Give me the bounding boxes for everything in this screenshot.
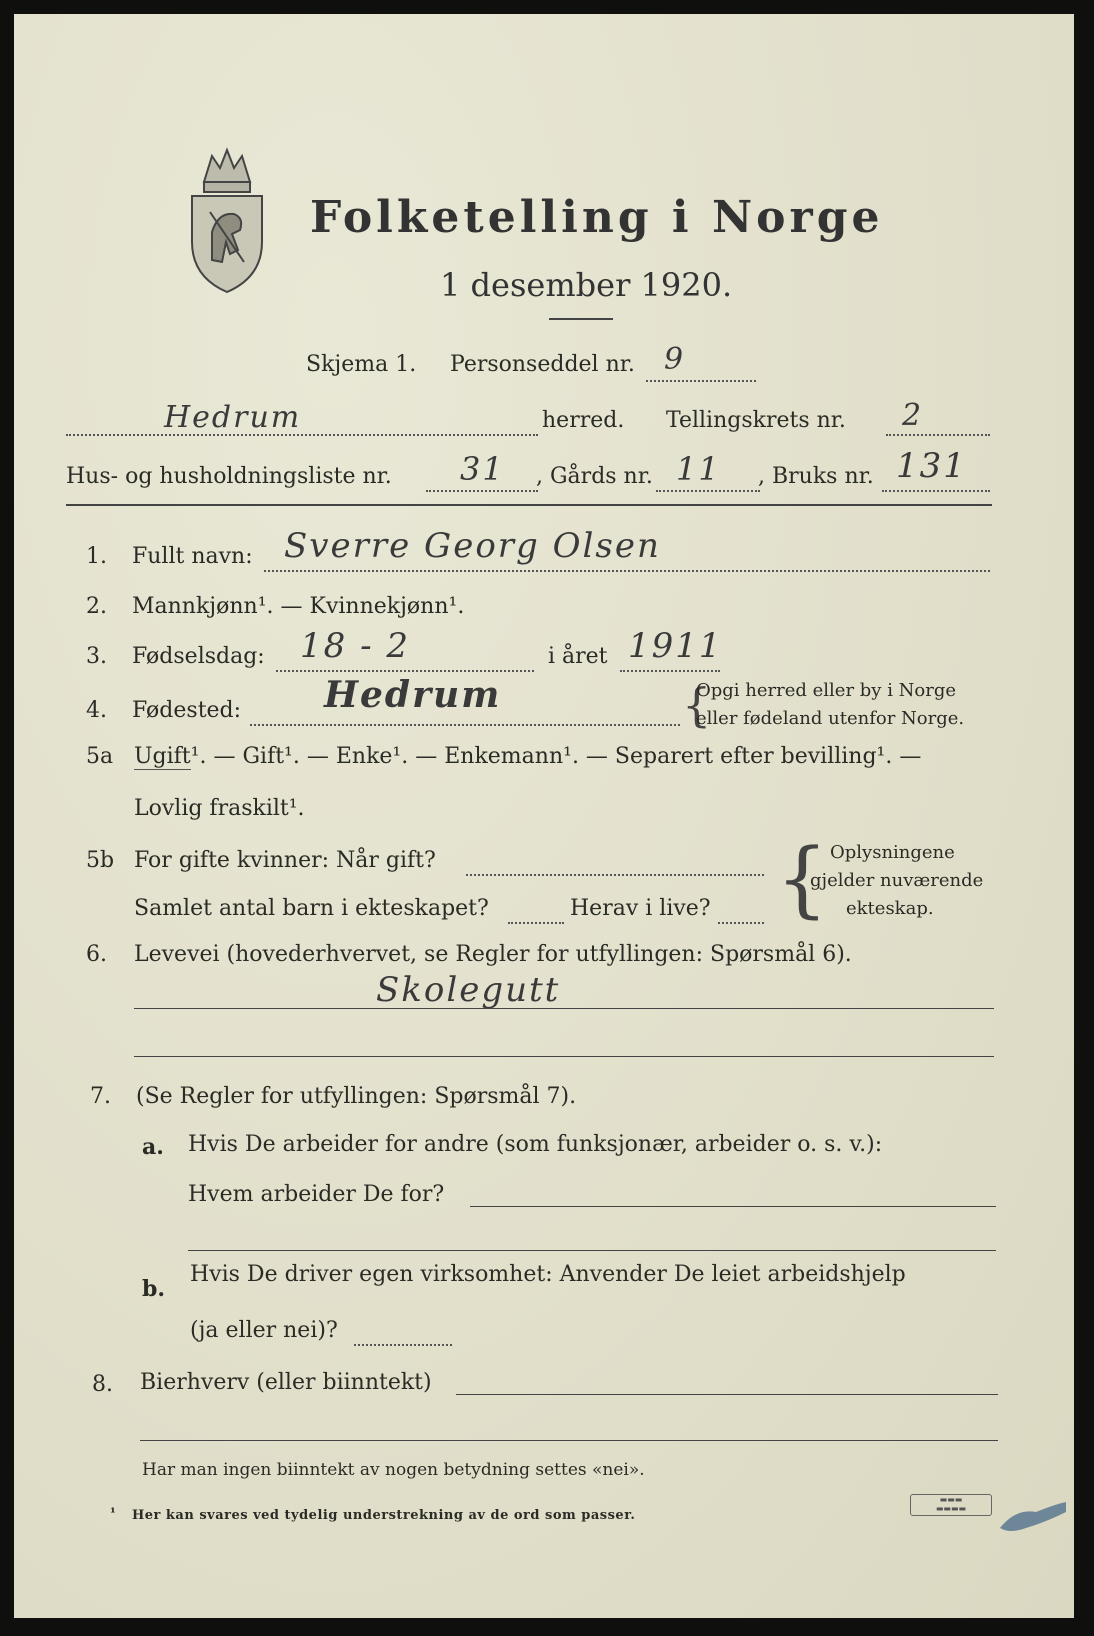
gards-line xyxy=(656,490,760,492)
census-form xyxy=(14,14,1074,1618)
herred-line xyxy=(66,434,538,436)
tellingskrets-line xyxy=(886,434,990,436)
ugift-label[interactable]: Ugift xyxy=(134,744,191,769)
occupation-line-2 xyxy=(134,1056,994,1057)
q5b-children-label: Samlet antal barn i ekteskapet? xyxy=(134,896,489,921)
birthplace-value[interactable]: Hedrum xyxy=(324,674,502,716)
header-divider xyxy=(66,504,992,506)
year-line xyxy=(620,670,720,672)
marital-option-ugift[interactable] xyxy=(134,744,921,769)
q3-number: 3. xyxy=(86,644,107,669)
q4-note-line1: Opgi herred eller by i Norge xyxy=(696,680,957,701)
children-line[interactable] xyxy=(508,922,564,924)
q4-number: 4. xyxy=(86,698,107,723)
schema-label: Skjema 1. xyxy=(306,352,417,377)
q1-label: Fullt navn: xyxy=(132,544,253,569)
q3-label: Fødselsdag: xyxy=(132,644,265,669)
q4-label: Fødested: xyxy=(132,698,242,723)
q8-label: Bierhverv (eller biinntekt) xyxy=(140,1370,432,1395)
q5b-note-line2: gjelder nuværende xyxy=(810,870,984,891)
occupation-line-1 xyxy=(134,1008,994,1009)
norwegian-coat-of-arms-icon xyxy=(182,142,272,302)
personseddel-line xyxy=(646,380,756,382)
q7-label: (Se Regler for utfyllingen: Spørsmål 7). xyxy=(136,1084,577,1109)
marital-options-rest[interactable]: ¹. — Gift¹. — Enke¹. — Enkemann¹. — Separert efter bevilling¹. — xyxy=(190,744,922,769)
herred-value[interactable]: Hedrum xyxy=(164,400,302,435)
bruks-label: , Bruks nr. xyxy=(758,464,874,489)
q7a-letter: a. xyxy=(142,1134,164,1160)
title-divider xyxy=(549,318,613,320)
q6-number: 6. xyxy=(86,942,107,967)
q7a-employer-label: Hvem arbeider De for? xyxy=(188,1182,445,1207)
tellingskrets-label: Tellingskrets nr. xyxy=(666,408,846,433)
q7-number: 7. xyxy=(90,1084,111,1109)
q2-number: 2. xyxy=(86,594,107,619)
tellingskrets-value[interactable]: 2 xyxy=(902,398,924,433)
footnote-marker: ¹ xyxy=(110,1506,117,1521)
side-income-line-2[interactable] xyxy=(140,1440,998,1441)
q8-note: Har man ingen biinntekt av nogen betydning settes «nei». xyxy=(142,1460,645,1480)
q5b-note-line1: Oplysningene xyxy=(830,842,955,863)
q1-line xyxy=(264,570,990,572)
hus-line xyxy=(426,490,538,492)
q5a-number: 5a xyxy=(86,744,114,769)
q8-number: 8. xyxy=(92,1372,113,1397)
occupation-value[interactable]: Skolegutt xyxy=(376,970,561,1010)
q7b-label: Hvis De driver egen virksomhet: Anvender De leiet arbeidshjelp xyxy=(190,1262,906,1287)
employer-line[interactable] xyxy=(470,1206,996,1207)
form-title: Folketelling i Norge xyxy=(310,192,884,243)
when-married-line[interactable] xyxy=(466,874,764,876)
birth-year-value[interactable]: 1911 xyxy=(628,626,723,666)
census-date: 1 desember 1920. xyxy=(440,266,733,304)
gards-label: , Gårds nr. xyxy=(536,464,653,489)
birthday-value[interactable]: 18 - 2 xyxy=(300,626,410,666)
employer-line-2[interactable] xyxy=(188,1250,996,1251)
birthplace-line xyxy=(250,724,680,726)
bruks-value[interactable]: 131 xyxy=(896,446,967,486)
q5b-alive-label: Herav i live? xyxy=(570,896,711,921)
personseddel-label: Personseddel nr. xyxy=(450,352,635,377)
hus-label: Hus- og husholdningsliste nr. xyxy=(66,464,392,489)
bruks-line xyxy=(882,490,990,492)
side-income-line[interactable] xyxy=(456,1394,998,1395)
q5b-note-line3: ekteskap. xyxy=(846,898,934,919)
printer-stamp-icon: ▬▬▬ ▬▬▬▬ xyxy=(910,1494,992,1516)
personseddel-value[interactable]: 9 xyxy=(664,342,686,377)
q5b-note-brace: { xyxy=(776,832,829,927)
hus-value[interactable]: 31 xyxy=(460,450,505,488)
marital-option-fraskilt[interactable]: Lovlig fraskilt¹. xyxy=(134,796,305,821)
q1-number: 1. xyxy=(86,544,107,569)
q5b-when-married-label: For gifte kvinner: Når gift? xyxy=(134,848,436,873)
alive-line[interactable] xyxy=(718,922,764,924)
q4-note-line2: eller fødeland utenfor Norge. xyxy=(696,708,965,729)
gender-options[interactable]: Mannkjønn¹. — Kvinnekjønn¹. xyxy=(132,594,465,619)
full-name-value[interactable]: Sverre Georg Olsen xyxy=(284,526,661,566)
hired-help-line[interactable] xyxy=(354,1344,452,1346)
q5b-number: 5b xyxy=(86,848,115,873)
gards-value[interactable]: 11 xyxy=(676,450,721,488)
q7b-letter: b. xyxy=(142,1276,166,1302)
ink-smudge-icon xyxy=(996,1498,1070,1538)
q7a-label: Hvis De arbeider for andre (som funksjonær, arbeider o. s. v.): xyxy=(188,1132,883,1157)
herred-label: herred. xyxy=(542,408,625,433)
footnote-text: Her kan svares ved tydelig understrekning av de ord som passer. xyxy=(132,1508,636,1523)
q6-label: Levevei (hovederhvervet, se Regler for utfyllingen: Spørsmål 6). xyxy=(134,942,852,967)
q4-note-brace: { xyxy=(682,678,712,732)
birthday-line xyxy=(276,670,534,672)
year-label: i året xyxy=(548,644,608,669)
q7b-sub-label: (ja eller nei)? xyxy=(190,1318,338,1343)
